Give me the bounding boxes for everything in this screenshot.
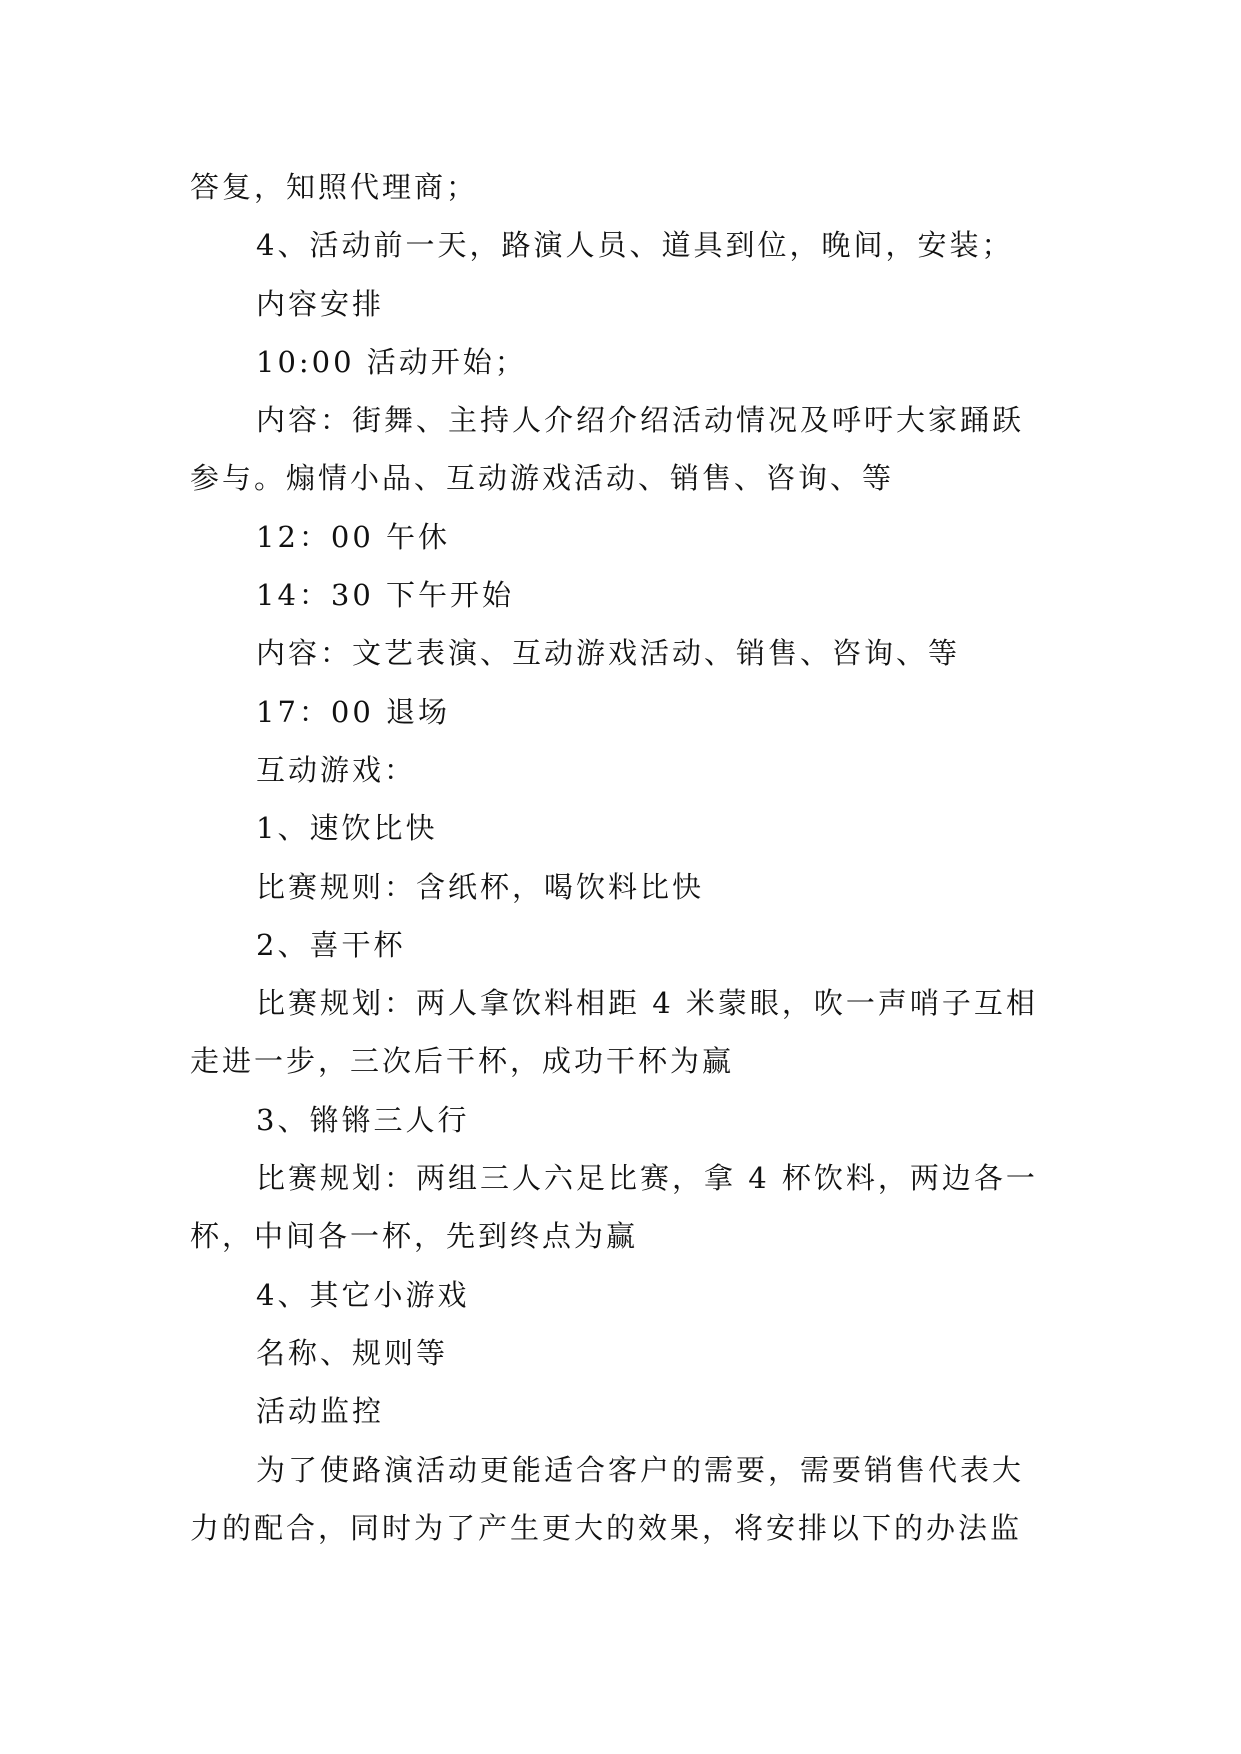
text-line: 12：00 午休 <box>256 519 451 554</box>
text-line: 10:00 活动开始； <box>256 344 527 379</box>
text-line: 为了使路演活动更能适合客户的需要，需要销售代表大 <box>256 1452 1025 1487</box>
text-line: 比赛规则：含纸杯，喝饮料比快 <box>256 869 705 904</box>
text-line: 1、速饮比快 <box>256 811 438 846</box>
text-line: 17：00 退场 <box>256 694 451 729</box>
section-heading: 内容安排 <box>256 286 385 321</box>
text-line: 14：30 下午开始 <box>256 578 515 613</box>
document-body <box>190 158 1055 1557</box>
text-line: 3、锵锵三人行 <box>256 1102 470 1137</box>
text-line: 4、活动前一天，路演人员、道具到位，晚间，安装； <box>256 228 1014 263</box>
text-line: 走进一步，三次后干杯，成功干杯为赢 <box>190 1044 735 1079</box>
text-line: 力的配合，同时为了产生更大的效果，将安排以下的办法监 <box>190 1510 1023 1545</box>
section-heading: 互动游戏： <box>256 752 417 787</box>
text-line: 内容：文艺表演、互动游戏活动、销售、咨询、等 <box>256 636 961 671</box>
text-line: 内容：街舞、主持人介绍介绍活动情况及呼吁大家踊跃 <box>256 403 1025 438</box>
text-line: 杯，中间各一杯，先到终点为赢 <box>190 1219 639 1254</box>
text-line: 答复，知照代理商； <box>190 170 479 204</box>
text-line: 名称、规则等 <box>256 1335 449 1370</box>
text-line: 参与。煽情小品、互动游戏活动、销售、咨询、等 <box>190 461 895 496</box>
text-line: 比赛规划：两组三人六足比赛，拿 4 杯饮料，两边各一 <box>256 1161 1038 1196</box>
text-line: 4、其它小游戏 <box>256 1277 470 1312</box>
text-line: 2、喜干杯 <box>256 927 406 962</box>
section-heading: 活动监控 <box>256 1394 385 1429</box>
text-line: 比赛规划：两人拿饮料相距 4 米蒙眼，吹一声哨子互相 <box>256 986 1038 1021</box>
